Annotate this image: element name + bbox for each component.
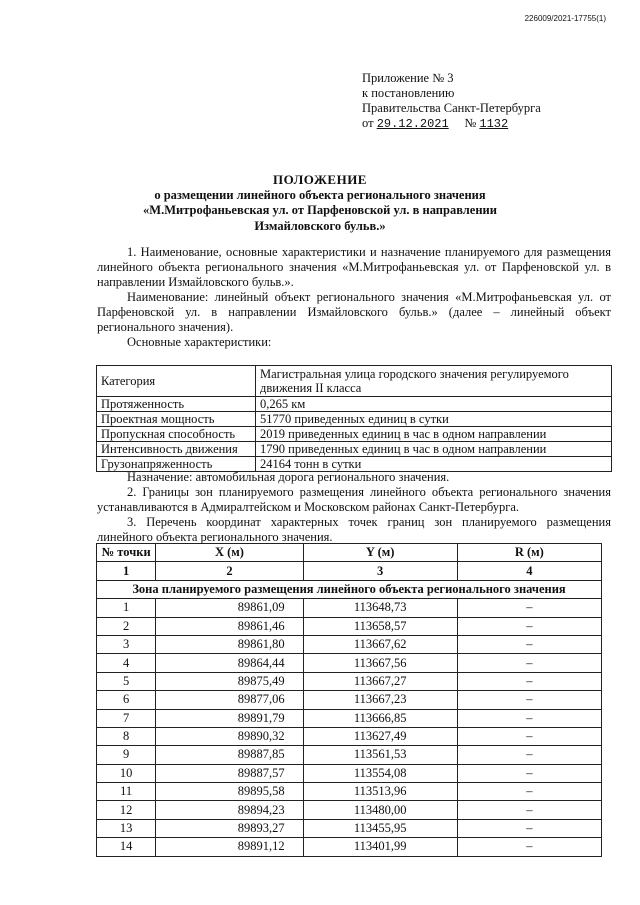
radius-value: –	[457, 819, 601, 837]
radius-value: –	[457, 691, 601, 709]
table-row	[97, 746, 602, 764]
y-coordinate: 113554,08	[303, 764, 457, 782]
column-number: 1	[97, 562, 156, 580]
table-row	[97, 819, 602, 837]
y-coordinate: 113627,49	[303, 727, 457, 745]
x-coordinate: 89894,23	[156, 801, 303, 819]
char-value: 0,265 км	[256, 397, 612, 412]
point-number: 11	[97, 783, 156, 801]
appendix-line: к постановлению	[362, 86, 455, 100]
point-number: 8	[97, 727, 156, 745]
radius-value: –	[457, 635, 601, 653]
point-number: 12	[97, 801, 156, 819]
point-number: 10	[97, 764, 156, 782]
char-value: 51770 приведенных единиц в сутки	[256, 412, 612, 427]
column-header: Y (м)	[303, 544, 457, 562]
radius-value: –	[457, 764, 601, 782]
char-label: Пропускная способность	[97, 427, 256, 442]
column-header: X (м)	[156, 544, 303, 562]
title-heading: ПОЛОЖЕНИЕ	[273, 172, 367, 187]
y-coordinate: 113666,85	[303, 709, 457, 727]
x-coordinate: 89887,57	[156, 764, 303, 782]
y-coordinate: 113455,95	[303, 819, 457, 837]
table-row	[97, 599, 602, 617]
table-row	[97, 783, 602, 801]
char-value: 2019 приведенных единиц в час в одном направлении	[256, 427, 612, 442]
table-row	[97, 397, 612, 412]
radius-value: –	[457, 783, 601, 801]
paragraph-2: Наименование: линейный объект регионального значения «М.Митрофаньевская ул. от Парфеновской ул. в направлении Измайловского бульв.» (далее – линейный объект регионального значения).	[97, 290, 611, 334]
paragraph-4: 2. Границы зон планируемого размещения линейного объекта регионального значения устанавливаются в Адмиралтейском и Московском районах Санкт-Петербурга.	[97, 485, 611, 514]
paragraph-3: Основные характеристики:	[127, 335, 272, 349]
x-coordinate: 89887,85	[156, 746, 303, 764]
radius-value: –	[457, 617, 601, 635]
column-number: 2	[156, 562, 303, 580]
table-row	[97, 838, 602, 856]
table-row	[97, 764, 602, 782]
y-coordinate: 113667,23	[303, 691, 457, 709]
radius-value: –	[457, 838, 601, 856]
y-coordinate: 113648,73	[303, 599, 457, 617]
point-number: 4	[97, 654, 156, 672]
table-row	[97, 727, 602, 745]
point-number: 9	[97, 746, 156, 764]
table-row	[97, 672, 602, 690]
char-value: Магистральная улица городского значения регулируемого движения II класса	[256, 366, 612, 397]
radius-value: –	[457, 801, 601, 819]
column-header: № точки	[97, 544, 156, 562]
table-row	[97, 691, 602, 709]
paragraph-1: 1. Наименование, основные характеристики и назначение планируемого для размещения линейного объекта регионального значения «М.Митрофаньевская ул. от Парфеновской ул. в направлении Измайловского бульв.».	[97, 245, 611, 289]
table-row	[97, 709, 602, 727]
char-value: 24164 тонн в сутки	[256, 457, 612, 472]
x-coordinate: 89895,58	[156, 783, 303, 801]
zone-row	[97, 580, 602, 598]
radius-value: –	[457, 746, 601, 764]
appendix-line: Приложение № 3	[362, 71, 454, 85]
y-coordinate: 113667,62	[303, 635, 457, 653]
y-coordinate: 113658,57	[303, 617, 457, 635]
table-row	[97, 366, 612, 397]
x-coordinate: 89891,79	[156, 709, 303, 727]
column-header: R (м)	[457, 544, 601, 562]
number-label: №	[464, 116, 477, 130]
section-purpose	[97, 470, 611, 545]
radius-value: –	[457, 672, 601, 690]
radius-value: –	[457, 599, 601, 617]
char-label: Грузонапряженность	[97, 457, 256, 472]
x-coordinate: 89861,46	[156, 617, 303, 635]
title-line: о размещении линейного объекта регионального значения	[154, 187, 486, 202]
from-label: от	[362, 116, 374, 130]
table-header-row	[97, 544, 602, 562]
x-coordinate: 89861,09	[156, 599, 303, 617]
x-coordinate: 89861,80	[156, 635, 303, 653]
table-row	[97, 654, 602, 672]
y-coordinate: 113401,99	[303, 838, 457, 856]
x-coordinate: 89877,06	[156, 691, 303, 709]
x-coordinate: 89893,27	[156, 819, 303, 837]
char-value: 1790 приведенных единиц в час в одном направлении	[256, 442, 612, 457]
x-coordinate: 89890,32	[156, 727, 303, 745]
point-number: 5	[97, 672, 156, 690]
char-label: Протяженность	[97, 397, 256, 412]
char-label: Интенсивность движения	[97, 442, 256, 457]
x-coordinate: 89891,12	[156, 838, 303, 856]
table-row	[97, 427, 612, 442]
point-number: 13	[97, 819, 156, 837]
column-number: 3	[303, 562, 457, 580]
y-coordinate: 113561,53	[303, 746, 457, 764]
x-coordinate: 89875,49	[156, 672, 303, 690]
column-number: 4	[457, 562, 601, 580]
document-title	[0, 172, 640, 234]
y-coordinate: 113513,96	[303, 783, 457, 801]
table-row	[97, 442, 612, 457]
column-number-row	[97, 562, 602, 580]
y-coordinate: 113480,00	[303, 801, 457, 819]
appendix-block	[362, 71, 541, 132]
point-number: 14	[97, 838, 156, 856]
radius-value: –	[457, 727, 601, 745]
x-coordinate: 89864,44	[156, 654, 303, 672]
point-number: 2	[97, 617, 156, 635]
appendix-date-line	[362, 116, 541, 132]
table-row	[97, 412, 612, 427]
section-intro	[97, 245, 611, 350]
zone-title: Зона планируемого размещения линейного объекта регионального значения	[97, 580, 602, 598]
document-number: 226009/2021-17755(1)	[524, 14, 606, 23]
purpose-text: Назначение: автомобильная дорога регионального значения.	[127, 470, 450, 484]
resolution-number: 1132	[479, 117, 509, 131]
appendix-line: Правительства Санкт-Петербурга	[362, 101, 541, 115]
table-row	[97, 801, 602, 819]
resolution-date: 29.12.2021	[376, 117, 449, 131]
coordinates-table	[96, 543, 602, 857]
point-number: 1	[97, 599, 156, 617]
point-number: 6	[97, 691, 156, 709]
y-coordinate: 113667,27	[303, 672, 457, 690]
table-row	[97, 635, 602, 653]
characteristics-table	[96, 365, 612, 472]
char-label: Категория	[97, 366, 256, 397]
paragraph-5: 3. Перечень координат характерных точек границ зон планируемого размещения линейного объекта регионального значения.	[97, 515, 611, 544]
radius-value: –	[457, 709, 601, 727]
table-row	[97, 617, 602, 635]
point-number: 7	[97, 709, 156, 727]
y-coordinate: 113667,56	[303, 654, 457, 672]
radius-value: –	[457, 654, 601, 672]
char-label: Проектная мощность	[97, 412, 256, 427]
title-line: «М.Митрофаньевская ул. от Парфеновской ул. в направлении	[143, 203, 497, 217]
title-line: Измайловского бульв.»	[254, 218, 386, 233]
point-number: 3	[97, 635, 156, 653]
